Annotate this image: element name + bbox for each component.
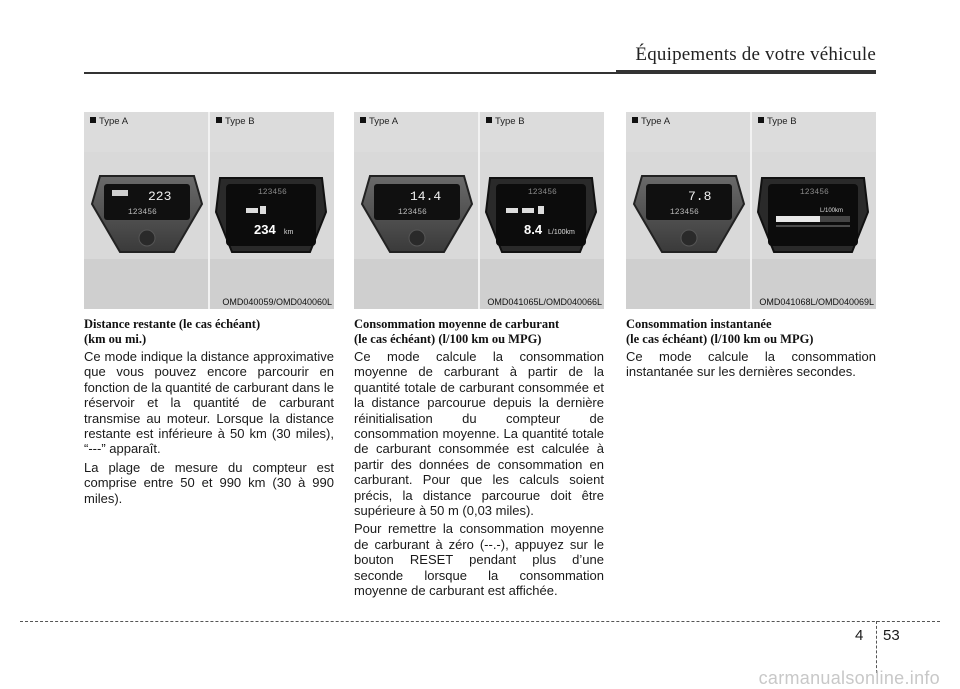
- cluster-a-odometer: 123456: [398, 208, 427, 217]
- column-average-consumption: [354, 112, 604, 599]
- cluster-a-value: 14.4: [410, 189, 442, 204]
- section-heading: Consommation instantanée (le cas échéant) (l/100 km ou MPG): [626, 317, 814, 346]
- column-instant-consumption: [626, 112, 876, 380]
- cluster-type-a-illustration: [360, 170, 474, 256]
- cluster-type-a-illustration: [632, 170, 746, 256]
- cluster-b-unit: km: [284, 229, 294, 236]
- section-heading: Consommation moyenne de carburant (le cas échéant) (l/100 km ou MPG): [354, 317, 560, 346]
- instant-consumption-bar: [776, 216, 820, 222]
- figure-instant: [626, 112, 876, 309]
- cluster-b-value: 8.4: [524, 222, 543, 237]
- figure-average: [354, 112, 604, 309]
- watermark: carmanualsonline.info: [758, 668, 940, 688]
- figure-tag-b: Type B: [758, 116, 797, 127]
- column-distance: [84, 112, 334, 506]
- cluster-type-b-illustration: [484, 170, 598, 256]
- cluster-b-odometer: 123456: [258, 188, 287, 197]
- section-title: Équipements de votre véhicule: [635, 44, 876, 65]
- body-paragraph: Ce mode indique la distance approximative que vous pouvez encore parcourir en fonction de la quantité de carburant dans le réservoir et la quantité de carburant transmise au moteur. Lorsque la distance restante est inférieure à 50 km (30 miles), “---” apparaît.: [84, 349, 334, 457]
- cluster-a-value: 7.8: [688, 189, 712, 204]
- page-number: 53: [883, 627, 900, 644]
- section-heading: Distance restante (le cas échéant) (km ou mi.): [84, 317, 261, 346]
- figure-code: OMD040059/OMD040060L: [222, 297, 332, 307]
- cluster-type-b-illustration: [214, 170, 328, 256]
- figure-tag-b: Type B: [216, 116, 255, 127]
- cluster-type-a-illustration: [90, 170, 204, 256]
- cluster-a-value: 223: [148, 189, 172, 204]
- body-paragraph: Ce mode calcule la consommation moyenne de carburant à partir de la quantité totale de carburant consommée et la distance parcourue depuis la dernière réinitialisation du compteur de consommation moyenne. La quantité totale de carburant consommée est calculée à partir des données de consommation en carburant. Pour que les calculs soient précis, la distance parcourue doit être supérieure à 50 m (0,03 miles).: [354, 349, 604, 519]
- cluster-b-odometer: 123456: [800, 188, 829, 197]
- figure-code: OMD041068L/OMD040069L: [759, 297, 874, 307]
- cluster-a-odometer: 123456: [128, 208, 157, 217]
- footer-rule: [20, 621, 940, 622]
- body-paragraph: La plage de mesure du compteur est comprise entre 50 et 990 km (30 à 990 miles).: [84, 459, 334, 506]
- cluster-b-unit: L/100km: [548, 229, 575, 236]
- figure-tag-a: Type A: [360, 116, 398, 127]
- cluster-b-value: 234: [254, 222, 276, 237]
- header-rule-accent: [616, 70, 876, 74]
- cluster-b-odometer: 123456: [528, 188, 557, 197]
- body-paragraph: Ce mode calcule la consommation instantanée sur les dernières secondes.: [626, 349, 876, 380]
- cluster-a-odometer: 123456: [670, 208, 699, 217]
- cluster-type-b-illustration: [756, 170, 870, 256]
- figure-tag-a: Type A: [90, 116, 128, 127]
- figure-code: OMD041065L/OMD040066L: [487, 297, 602, 307]
- body-paragraph: Pour remettre la consommation moyenne de carburant à zéro (--.-), appuyez sur le bouton RESET pendant plus d’une seconde lorsque la consommation moyenne de carburant est affichée.: [354, 521, 604, 599]
- footer-divider: [876, 621, 877, 673]
- figure-tag-b: Type B: [486, 116, 525, 127]
- figure-distance: [84, 112, 334, 309]
- cluster-b-unit: L/100km: [820, 208, 844, 214]
- figure-tag-a: Type A: [632, 116, 670, 127]
- chapter-number: 4: [855, 627, 864, 644]
